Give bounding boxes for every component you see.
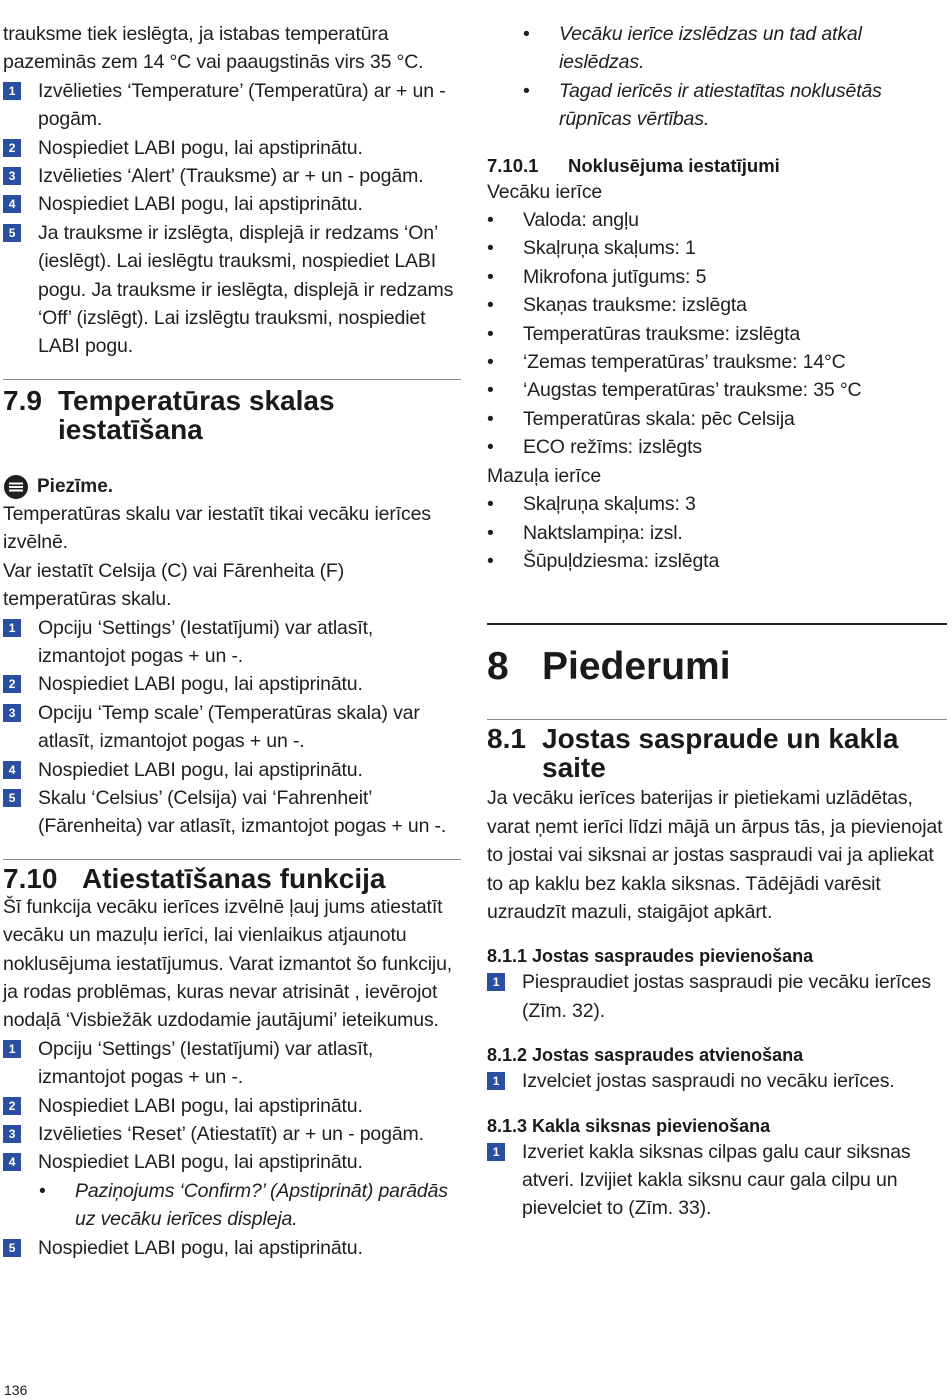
list-item: [487, 376, 947, 404]
bullet-text: Vecāku ierīce izslēdzas un tad atkal ieslēdzas.: [559, 23, 862, 74]
bullet-mark: •: [487, 521, 494, 544]
step-text: Nospiediet LABI pogu, lai apstiprinātu.: [38, 673, 363, 696]
list-item-text: Mikrofona jutīgums: 5: [523, 265, 707, 288]
list-item-text: ECO režīms: izslēgts: [523, 436, 703, 459]
sub-bullet: [39, 1177, 461, 1234]
list-item: [487, 405, 947, 433]
step-number: 4: [3, 1153, 21, 1171]
step-item: [3, 1035, 461, 1092]
section-heading-7-9: [3, 386, 461, 444]
step-number: 1: [3, 82, 21, 100]
list-item: [487, 547, 947, 575]
bullet-mark: •: [487, 493, 494, 516]
section-8-1-text: Ja vecāku ierīces baterijas ir pietiekami uzlādētas, varat ņemt ierīci līdzi mājā un ārpus tās, ja pievienojat to jostai vai siksnai ar jostas saspraudi vai ja apliekat to ap kaklu bez kakla siksnas. Tādējādi varēsit uzraudzīt mazuli, staigājot apkārt.: [487, 787, 943, 923]
list-item-text: Temperatūras trauksme: izslēgta: [523, 322, 801, 345]
step-number: 1: [487, 1072, 505, 1090]
step-number: 2: [3, 675, 21, 693]
step-text: Izvelciet jostas saspraudi no vecāku ierīces.: [522, 1070, 895, 1093]
list-item-text: Temperatūras skala: pēc Celsija: [523, 407, 795, 430]
list-item: [487, 234, 947, 262]
section-heading-7-10-1: [487, 154, 947, 178]
list-item-text: Valoda: angļu: [523, 209, 639, 232]
step-text: Opciju ‘Settings’ (Iestatījumi) var atlasīt, izmantojot pogas + un -.: [38, 1037, 374, 1089]
baby-defaults-list: [487, 490, 947, 575]
step-number: 2: [3, 1097, 21, 1115]
bullet-item: [523, 20, 947, 77]
step-number: 5: [3, 224, 21, 242]
step-item: [3, 1148, 461, 1176]
section-heading-8-1: [487, 724, 947, 782]
list-item-text: Naktslampiņa: izsl.: [523, 521, 683, 544]
section-number: 8.1: [487, 723, 526, 755]
bullet-mark: •: [523, 79, 530, 102]
scale-intro: Var iestatīt Celsija (C) vai Fārenheita (F) temperatūras skalu.: [3, 559, 345, 611]
list-item: [487, 291, 947, 319]
step-number: 5: [3, 1239, 21, 1257]
step-item: [487, 1067, 947, 1095]
section-heading-7-10: [3, 864, 461, 893]
step-number: 3: [3, 167, 21, 185]
baby-unit-label: Mazuļa ierīce: [487, 464, 602, 487]
bullet-text: Paziņojums ‘Confirm?’ (Apstiprināt) parādās uz vecāku ierīces displeja.: [75, 1179, 448, 1231]
note-text: Temperatūras skalu var iestatīt tikai vecāku ierīces izvēlnē.: [3, 502, 431, 554]
bullet-mark: •: [39, 1179, 46, 1202]
step-number: 4: [3, 195, 21, 213]
note-icon: [3, 474, 29, 500]
step-text: Nospiediet LABI pogu, lai apstiprinātu.: [38, 1094, 363, 1117]
step-number: 1: [3, 1040, 21, 1058]
note-label: Piezīme.: [37, 475, 114, 497]
parent-defaults-list: [487, 206, 947, 462]
step-text: Nospiediet LABI pogu, lai apstiprinātu.: [38, 758, 363, 781]
section-number: 7.9: [3, 384, 42, 416]
list-item: [487, 263, 947, 291]
step-number: 5: [3, 789, 21, 807]
section-title: Noklusējuma iestatījumi: [568, 154, 780, 176]
step-text: Opciju ‘Temp scale’ (Temperatūras skala) var atlasīt, izmantojot pogas + un -.: [38, 701, 420, 753]
bullet-mark: •: [487, 294, 494, 317]
left-column: [3, 20, 461, 1262]
alert-steps: [3, 77, 461, 361]
subsection-heading-8-1-2: 8.1.2 Jostas saspraudes atvienošana: [487, 1045, 804, 1066]
subsection-heading-8-1-1: 8.1.1 Jostas saspraudes pievienošana: [487, 946, 814, 967]
step-item: [3, 1120, 461, 1148]
section-divider: [3, 379, 461, 380]
step-item: [3, 1092, 461, 1120]
chapter-title: Piederumi: [542, 645, 731, 689]
step-text: Piespraudiet jostas saspraudi pie vecāku ierīces (Zīm. 32).: [522, 971, 932, 1022]
step-item: [487, 968, 947, 1025]
section-title: Atiestatīšanas funkcija: [82, 862, 386, 894]
section-divider: [487, 719, 947, 720]
list-item: [487, 433, 947, 461]
step-text: Opciju ‘Settings’ (Iestatījumi) var atlasīt, izmantojot pogas + un -.: [38, 616, 374, 667]
section-number: 7.10.1: [487, 154, 539, 176]
step-text: Izvēlieties ‘Reset’ (Atiestatīt) ar + un - pogām.: [38, 1123, 424, 1145]
right-column: [487, 20, 947, 1223]
step-number: 2: [3, 139, 21, 157]
step-text: Izvēlieties ‘Temperature’ (Temperatūra) ar + un - pogām.: [38, 79, 446, 131]
bullet-mark: •: [487, 407, 494, 430]
bullet-mark: •: [487, 379, 494, 402]
step-number: 1: [487, 1143, 505, 1161]
list-item: [487, 519, 947, 547]
list-item: [487, 206, 947, 234]
list-item: [487, 490, 947, 518]
step-number: 1: [487, 973, 505, 991]
list-item: [487, 320, 947, 348]
step-item: [3, 670, 461, 698]
step-item: [3, 784, 461, 841]
list-item-text: Skaļruņa skaļums: 3: [523, 493, 696, 516]
bullet-item: [523, 77, 947, 134]
intro-text: trauksme tiek ieslēgta, ja istabas temperatūra pazeminās zem 14 °C vai paaugstinās virs 35 °C.: [3, 23, 424, 74]
note-heading: [3, 474, 461, 500]
list-item-text: Šūpuļdziesma: izslēgta: [523, 549, 720, 572]
step-text: Ja trauksme ir izslēgta, displejā ir redzams ‘On’ (ieslēgt). Lai ieslēgtu trauksmi, nospiediet LABI pogu. Ja trauksme ir ieslēgta, displejā ir redzams ‘Off’ (izslēgt). Lai izslēgtu trauksmi, nospiediet LABI pogu.: [38, 221, 454, 358]
section-title: Jostas saspraude un kakla saite: [542, 723, 899, 784]
list-item: [487, 348, 947, 376]
step-item: [3, 219, 461, 361]
bullet-mark: •: [487, 436, 494, 459]
step-text: Nospiediet LABI pogu, lai apstiprinātu.: [38, 193, 363, 216]
parent-unit-label: Vecāku ierīce: [487, 180, 603, 203]
step-item: [3, 190, 461, 218]
list-item-text: Skaņas trauksme: izslēgta: [523, 294, 747, 317]
section-title: Temperatūras skalas iestatīšana: [58, 384, 335, 445]
step-item: [3, 77, 461, 134]
step-number: 4: [3, 761, 21, 779]
section-number: 7.10: [3, 862, 58, 894]
list-item-text: ‘Augstas temperatūras’ trauksme: 35 °C: [523, 379, 862, 402]
step-number: 3: [3, 1125, 21, 1143]
subsection-heading-8-1-3: 8.1.3 Kakla siksnas pievienošana: [487, 1115, 771, 1136]
bullet-mark: •: [487, 549, 494, 572]
scale-steps: [3, 614, 461, 841]
reset-steps: [3, 1035, 461, 1262]
bullet-mark: •: [487, 237, 494, 260]
section-divider: [3, 859, 461, 860]
reset-result-bullets: [523, 20, 947, 134]
chapter-heading: [487, 643, 947, 691]
step-item: [3, 134, 461, 162]
step-text: Nospiediet LABI pogu, lai apstiprinātu.: [38, 1236, 363, 1259]
page-number: 136: [4, 1382, 28, 1398]
step-item: [3, 1234, 461, 1262]
step-item: [3, 699, 461, 756]
step-text: Skalu ‘Celsius’ (Celsija) vai ‘Fahrenheit’ (Fārenheita) var atlasīt, izmantojot pogas + un -.: [38, 786, 447, 838]
step-number: 1: [3, 619, 21, 637]
bullet-mark: •: [523, 23, 530, 45]
bullet-mark: •: [487, 351, 494, 374]
bullet-mark: •: [487, 265, 494, 288]
bullet-mark: •: [487, 322, 494, 345]
step-text: Izvēlieties ‘Alert’ (Trauksme) ar + un - pogām.: [38, 165, 424, 188]
bullet-mark: •: [487, 209, 494, 232]
step-number: 3: [3, 704, 21, 722]
list-item-text: ‘Zemas temperatūras’ trauksme: 14°C: [523, 351, 846, 374]
step-text: Nospiediet LABI pogu, lai apstiprinātu.: [38, 1151, 363, 1174]
chapter-number: 8: [487, 645, 509, 689]
step-text: Izveriet kakla siksnas cilpas galu caur siksnas atveri. Izvijiet kakla siksnu caur gala cilpu un pievelciet to (Zīm. 33).: [522, 1140, 911, 1220]
bullet-text: Tagad ierīcēs ir atiestatītas noklusētās rūpnīcas vērtības.: [559, 79, 882, 131]
step-text: Nospiediet LABI pogu, lai apstiprinātu.: [38, 136, 363, 159]
list-item-text: Skaļruņa skaļums: 1: [523, 237, 696, 260]
step-item: [3, 162, 461, 190]
step-item: [3, 614, 461, 671]
reset-intro: Šī funkcija vecāku ierīces izvēlnē ļauj jums atiestatīt vecāku un mazuļu ierīci, lai vienlaikus atjaunotu noklusējuma iestatījumus. Varat izmantot šo funkciju, ja rodas problēmas, kuras nevar atrisināt , ievērojot nodaļā ‘Visbiežāk uzdodamie jautājumi’ ieteikumus.: [3, 895, 453, 1032]
chapter-divider: [487, 623, 947, 625]
step-item: [487, 1138, 947, 1223]
step-item: [3, 756, 461, 784]
